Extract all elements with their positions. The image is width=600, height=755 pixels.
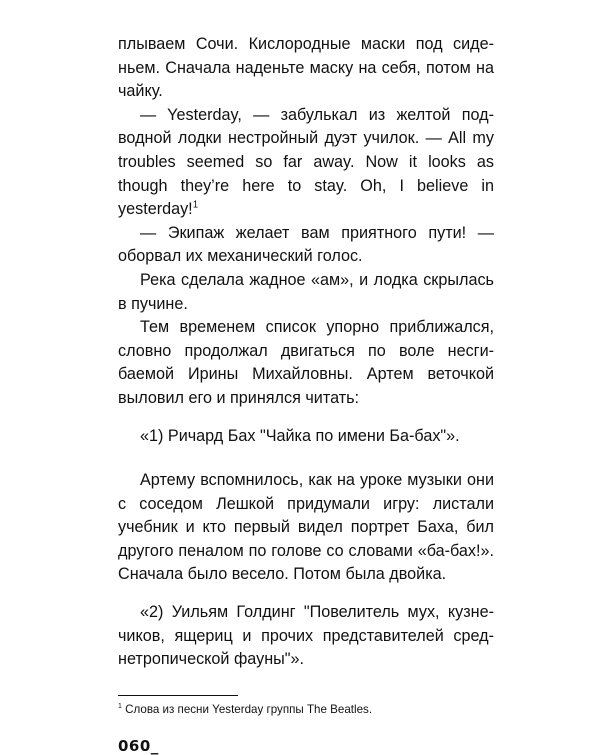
page-number: 060_ bbox=[118, 736, 159, 755]
paragraph-1: плываем Сочи. Кислородные маски под сиденьем. Сначала наденьте маску на себя, потом на чайку. bbox=[118, 35, 494, 101]
footnote-text: Слова из песни Yesterday группы The Beatles. bbox=[125, 702, 373, 716]
paragraph-6: Артему вспомнилось, как на уроке музыки они с соседом Лешкой придумали игру: листали учебник и кто первый видел портрет Баха, бил другого пеналом по голове со словами «ба-бах!». Сначала было весело. Потом была двойка. bbox=[118, 471, 494, 584]
footnote bbox=[118, 702, 494, 717]
paragraph-5: Тем временем список упорно приближался, словно продолжал двигаться по воле несгибаемой Ирины Михайловны. Артем веточкой выловил его и принялся читать: bbox=[118, 318, 494, 407]
reading-list-item-2: «2) Уильям Голдинг "Повелитель мух, кузнечиков, ящериц и прочих представителей среднетропической фауны"». bbox=[118, 603, 494, 669]
paragraph-2 bbox=[118, 104, 494, 222]
paragraph-4: Река сделала жадное «ам», и лодка скрылась в пучине. bbox=[118, 270, 494, 313]
footnote-reference: 1 bbox=[192, 199, 199, 211]
paragraph-2-text: — Yesterday, — забулькал из желтой подводной лодки нестройный дуэт училок. — All my troubles seemed so far away. Now it looks as though they’re here to stay. Oh, I believe in yesterday! bbox=[118, 105, 494, 219]
paragraph-3: — Экипаж желает вам приятного пути! — оборвал их механический голос. bbox=[118, 223, 494, 266]
body-text bbox=[118, 33, 494, 672]
footnote-marker: 1 bbox=[118, 702, 122, 710]
reading-list-item-1: «1) Ричард Бах "Чайка по имени Ба-бах"». bbox=[140, 426, 460, 445]
footnote-divider bbox=[118, 695, 238, 696]
